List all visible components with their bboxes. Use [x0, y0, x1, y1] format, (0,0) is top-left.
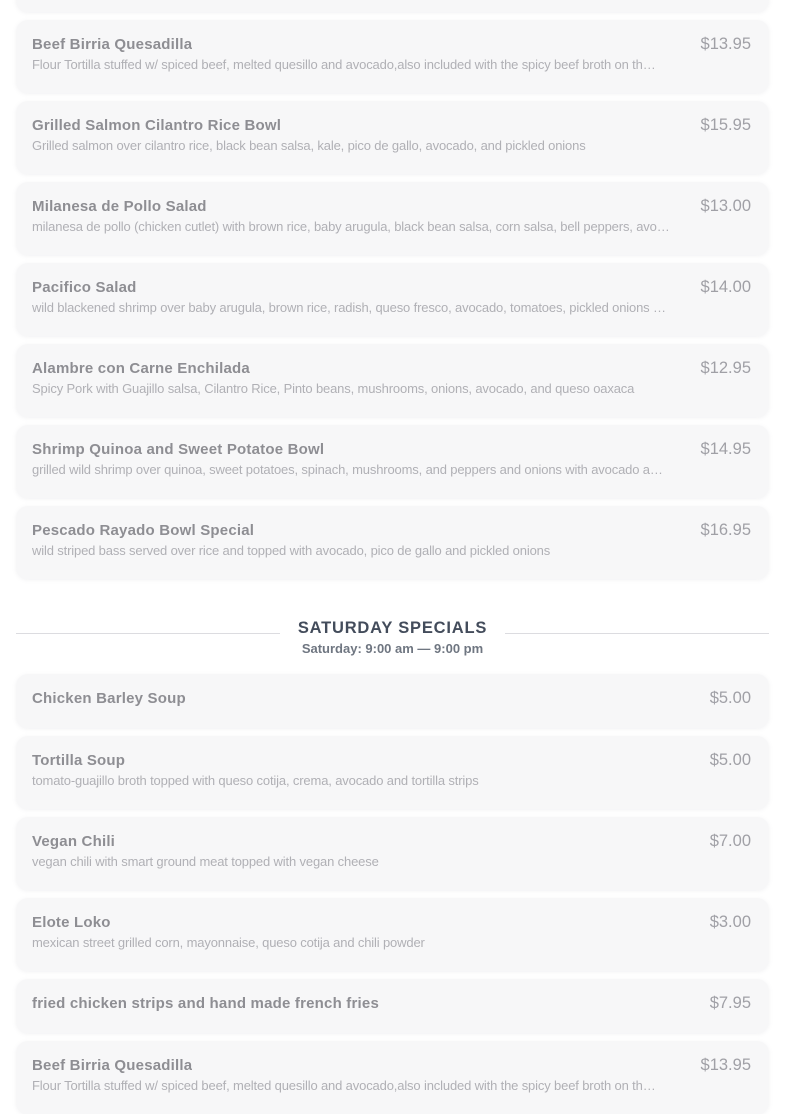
menu-item-price: $7.95	[709, 994, 751, 1012]
menu-item-description: Flour Tortilla stuffed w/ spiced beef, melted quesillo and avocado,also included with the spicy beef broth on th…	[32, 1078, 656, 1093]
menu-section-specials-top	[16, 0, 769, 579]
menu-item-price: $13.95	[700, 1056, 751, 1074]
menu-item-header	[32, 196, 751, 217]
menu-item-card[interactable]	[16, 182, 769, 255]
section-hours: Saturday: 9:00 am — 9:00 pm	[301, 641, 484, 656]
menu-item-header	[32, 993, 751, 1014]
menu-item-description: vegan chili with smart ground meat topped with vegan cheese	[32, 854, 379, 869]
menu-item-price: $13.00	[700, 197, 751, 215]
menu-item-header	[32, 912, 751, 933]
menu-item-price: $12.95	[700, 359, 751, 377]
menu-item-name: Pacifico Salad	[32, 279, 137, 296]
menu-item-name: Chicken Barley Soup	[32, 690, 186, 707]
menu-item-name: Alambre con Carne Enchilada	[32, 360, 250, 377]
menu-item-description: mexican street grilled corn, mayonnaise, queso cotija and chili powder	[32, 935, 425, 950]
menu-item-card[interactable]	[16, 101, 769, 174]
menu-item-card[interactable]	[16, 506, 769, 579]
menu-item-name: Elote Loko	[32, 914, 111, 931]
menu-item-name: Pescado Rayado Bowl Special	[32, 522, 255, 539]
menu-item-card[interactable]	[16, 344, 769, 417]
menu-item-name: Tortilla Soup	[32, 752, 126, 769]
menu-item-description: wild blackened shrimp over baby arugula, brown rice, radish, queso fresco, avocado, tomatoes, pickled onions …	[32, 300, 666, 315]
menu-item-price: $16.95	[700, 521, 751, 539]
divider-line-right	[505, 633, 769, 634]
menu-item-card[interactable]	[16, 0, 769, 12]
menu-item-card[interactable]	[16, 736, 769, 809]
menu-item-header	[32, 34, 751, 55]
menu-item-description: Spicy Pork with Guajillo salsa, Cilantro Rice, Pinto beans, mushrooms, onions, avocado, and queso oaxaca	[32, 381, 635, 396]
menu-item-header	[32, 1055, 751, 1076]
menu-item-header	[32, 358, 751, 379]
menu-item-name: fried chicken strips and hand made french fries	[32, 995, 379, 1012]
section-divider-row	[16, 617, 769, 639]
menu-item-name: Vegan Chili	[32, 833, 116, 850]
menu-item-header	[32, 520, 751, 541]
menu-item-description: grilled wild shrimp over quinoa, sweet potatoes, spinach, mushrooms, and peppers and onions with avocado a…	[32, 462, 663, 477]
menu-item-price: $5.00	[709, 689, 751, 707]
menu-item-card[interactable]	[16, 20, 769, 93]
divider-line-left	[16, 633, 280, 634]
menu-section-saturday-specials	[16, 674, 769, 1114]
menu-item-name: Grilled Salmon Cilantro Rice Bowl	[32, 117, 282, 134]
menu-item-header	[32, 115, 751, 136]
menu-item-header	[32, 688, 751, 709]
menu-item-price: $14.00	[700, 278, 751, 296]
menu-item-card[interactable]	[16, 817, 769, 890]
menu-item-header	[32, 439, 751, 460]
menu-item-description: tomato-guajillo broth topped with queso cotija, crema, avocado and tortilla strips	[32, 773, 479, 788]
section-title: SATURDAY SPECIALS	[297, 619, 488, 637]
menu-item-card[interactable]	[16, 425, 769, 498]
menu-item-price: $5.00	[709, 751, 751, 769]
menu-item-header	[32, 750, 751, 771]
menu-item-card[interactable]	[16, 263, 769, 336]
menu-item-price: $3.00	[709, 913, 751, 931]
menu-item-card[interactable]	[16, 674, 769, 728]
menu-item-name: Beef Birria Quesadilla	[32, 36, 193, 53]
menu-item-price: $7.00	[709, 832, 751, 850]
menu-item-price: $13.95	[700, 35, 751, 53]
menu-item-description: milanesa de pollo (chicken cutlet) with brown rice, baby arugula, black bean salsa, corn salsa, bell peppers, avo…	[32, 219, 670, 234]
menu-item-name: Beef Birria Quesadilla	[32, 1057, 193, 1074]
menu-item-header	[32, 831, 751, 852]
menu-item-name: Milanesa de Pollo Salad	[32, 198, 207, 215]
menu-item-price: $14.95	[700, 440, 751, 458]
menu-item-card[interactable]	[16, 1041, 769, 1114]
menu-item-header	[32, 277, 751, 298]
menu-item-card[interactable]	[16, 979, 769, 1033]
menu-item-name: Shrimp Quinoa and Sweet Potatoe Bowl	[32, 441, 325, 458]
menu-item-description: Flour Tortilla stuffed w/ spiced beef, melted quesillo and avocado,also included with the spicy beef broth on th…	[32, 57, 656, 72]
menu-item-price: $15.95	[700, 116, 751, 134]
menu-item-card[interactable]	[16, 898, 769, 971]
menu-item-description: Grilled salmon over cilantro rice, black bean salsa, kale, pico de gallo, avocado, and pickled onions	[32, 138, 586, 153]
section-divider	[16, 617, 769, 657]
menu-item-description: wild striped bass served over rice and topped with avocado, pico de gallo and pickled onions	[32, 543, 551, 558]
